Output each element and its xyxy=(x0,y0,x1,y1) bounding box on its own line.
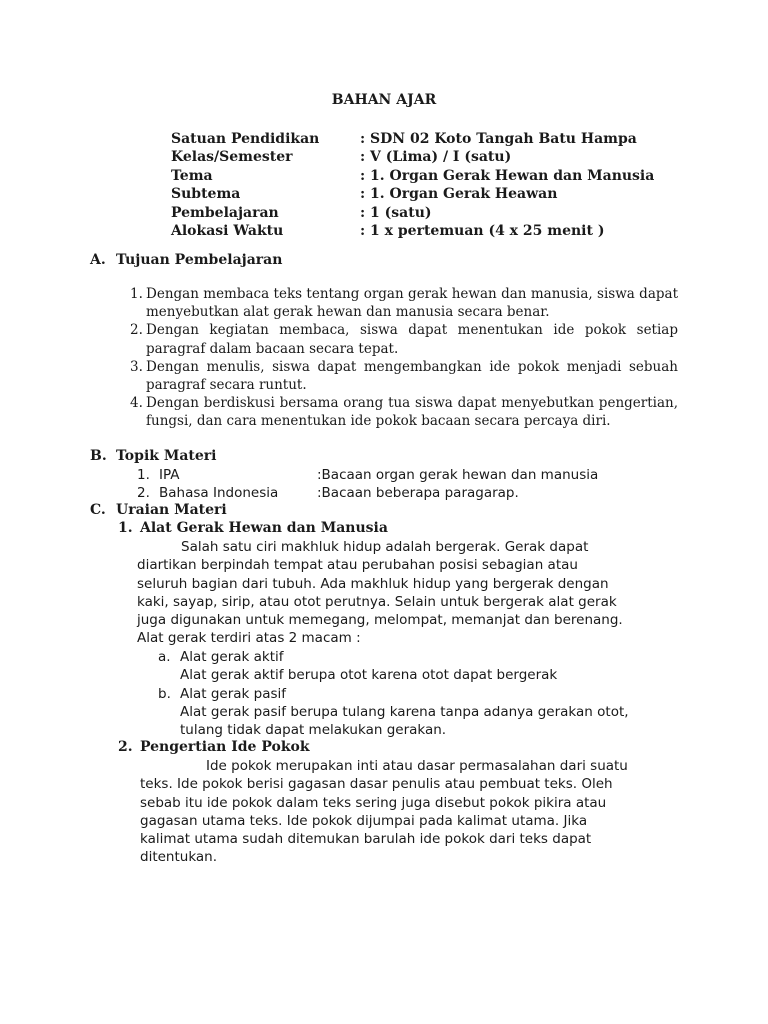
item-text: Dengan membaca teks tentang organ gerak hewan dan manusia, siswa dapat menyebutkan alat gerak hewan dan manusia secara benar. xyxy=(146,286,678,321)
item-text: Dengan menulis, siswa dapat mengembangkan ide pokok menjadi sebuah paragraf secara runtut. xyxy=(146,358,678,394)
subsection-title: Alat Gerak Hewan dan Manusia xyxy=(140,520,388,536)
section-letter: A. xyxy=(90,252,106,268)
identity-row xyxy=(171,204,654,222)
list-item xyxy=(137,484,598,502)
list-item xyxy=(158,685,629,703)
item-number: 4. xyxy=(130,395,143,412)
list-item xyxy=(130,394,678,430)
paragraph-line: gagasan utama teks. Ide pokok dijumpai pada kalimat utama. Jika xyxy=(140,812,588,829)
identity-row xyxy=(171,130,654,148)
item-body: Alat gerak pasif berupa tulang karena tanpa adanya gerakan otot, xyxy=(180,703,629,720)
identity-row xyxy=(171,148,654,166)
section-c-heading xyxy=(90,502,227,518)
list-item xyxy=(130,358,678,394)
paragraph-line: ditentukan. xyxy=(140,849,218,866)
paragraph-line: Salah satu ciri makhluk hidup adalah bergerak. Gerak dapat xyxy=(181,539,589,555)
identity-label: Tema xyxy=(171,167,213,184)
section-title: Uraian Materi xyxy=(116,502,227,518)
paragraph-line: seluruh bagian dari tubuh. Ada makhluk hidup yang bergerak dengan xyxy=(137,575,609,592)
paragraph-line: teks. Ide pokok berisi gagasan dasar penulis atau pembuat teks. Oleh xyxy=(140,776,613,793)
item-number: 1. xyxy=(137,467,150,483)
section-a-heading xyxy=(90,252,282,268)
paragraph-line: Ide pokok merupakan inti atau dasar permasalahan dari suatu xyxy=(206,758,628,774)
list-item xyxy=(158,648,629,666)
identity-row xyxy=(171,185,654,203)
identity-table xyxy=(171,130,654,240)
section-b-heading xyxy=(90,448,216,464)
identity-label: Alokasi Waktu xyxy=(171,222,284,239)
topic-description: :Bacaan organ gerak hewan dan manusia xyxy=(317,467,599,483)
item-number: 2. xyxy=(137,485,150,502)
item-body: tulang tidak dapat melakukan gerakan. xyxy=(180,722,447,739)
list-item xyxy=(137,466,598,484)
subsection-number: 2. xyxy=(118,739,133,755)
paragraph-line: diartikan berpindah tempat atau perubahan posisi sebagian atau xyxy=(137,557,578,574)
document-title: BAHAN AJAR xyxy=(331,92,437,108)
item-heading: Alat gerak aktif xyxy=(180,649,284,665)
subsection-1-heading xyxy=(118,520,388,536)
identity-row xyxy=(171,167,654,185)
list-item xyxy=(130,321,678,357)
subsection-2-paragraph xyxy=(140,757,628,867)
paragraph-line: kaki, sayap, sirip, atau otot perutnya. Selain untuk bergerak alat gerak xyxy=(137,593,617,610)
item-marker: a. xyxy=(158,649,171,665)
paragraph-line: kalimat utama sudah ditemukan barulah ide pokok dari teks dapat xyxy=(140,831,592,848)
topic-subject: Bahasa Indonesia xyxy=(159,485,279,502)
section-letter: C. xyxy=(90,502,106,518)
identity-value: : 1. Organ Gerak Heawan xyxy=(360,186,558,203)
identity-row xyxy=(171,222,654,240)
topic-description: :Bacaan beberapa paragarap. xyxy=(317,485,519,502)
identity-label: Kelas/Semester xyxy=(171,149,293,166)
item-number: 2. xyxy=(130,322,143,339)
identity-label: Subtema xyxy=(171,186,241,203)
section-title: Tujuan Pembelajaran xyxy=(116,252,283,268)
topics-list xyxy=(137,466,598,502)
subsection-number: 1. xyxy=(118,520,133,536)
paragraph-line: Alat gerak terdiri atas 2 macam : xyxy=(137,630,361,647)
list-item xyxy=(130,285,678,321)
identity-value: : SDN 02 Koto Tangah Batu Hampa xyxy=(360,131,637,147)
item-number: 3. xyxy=(130,358,143,375)
item-text: Dengan berdiskusi bersama orang tua siswa dapat menyebutkan pengertian, fungsi, dan cara menentukan ide pokok bacaan secara percaya diri. xyxy=(146,395,678,430)
movement-types-list xyxy=(158,648,629,739)
item-heading: Alat gerak pasif xyxy=(180,685,287,702)
subsection-2-heading xyxy=(118,739,310,755)
item-marker: b. xyxy=(158,685,171,702)
identity-label: Pembelajaran xyxy=(171,204,279,221)
identity-label: Satuan Pendidikan xyxy=(171,131,320,147)
paragraph-line: sebab itu ide pokok dalam teks sering juga disebut pokok pikira atau xyxy=(140,794,607,811)
item-body: Alat gerak aktif berupa otot karena otot dapat bergerak xyxy=(180,667,558,684)
topic-subject: IPA xyxy=(159,467,180,483)
identity-value: : 1 (satu) xyxy=(360,204,432,221)
section-letter: B. xyxy=(90,448,107,464)
paragraph-line: juga digunakan untuk memegang, melompat, memanjat dan berenang. xyxy=(137,612,623,629)
item-text: Dengan kegiatan membaca, siswa dapat menentukan ide pokok setiap paragraf dalam bacaan secara tepat. xyxy=(146,322,678,357)
section-title: Topik Materi xyxy=(116,448,217,464)
objectives-list xyxy=(130,285,678,431)
identity-value: : 1 x pertemuan (4 x 25 menit ) xyxy=(360,222,605,239)
subsection-title: Pengertian Ide Pokok xyxy=(140,739,310,755)
identity-value: : 1. Organ Gerak Hewan dan Manusia xyxy=(360,167,655,184)
item-number: 1. xyxy=(130,286,143,302)
identity-value: : V (Lima) / I (satu) xyxy=(360,149,512,166)
subsection-1-paragraph xyxy=(137,538,623,648)
